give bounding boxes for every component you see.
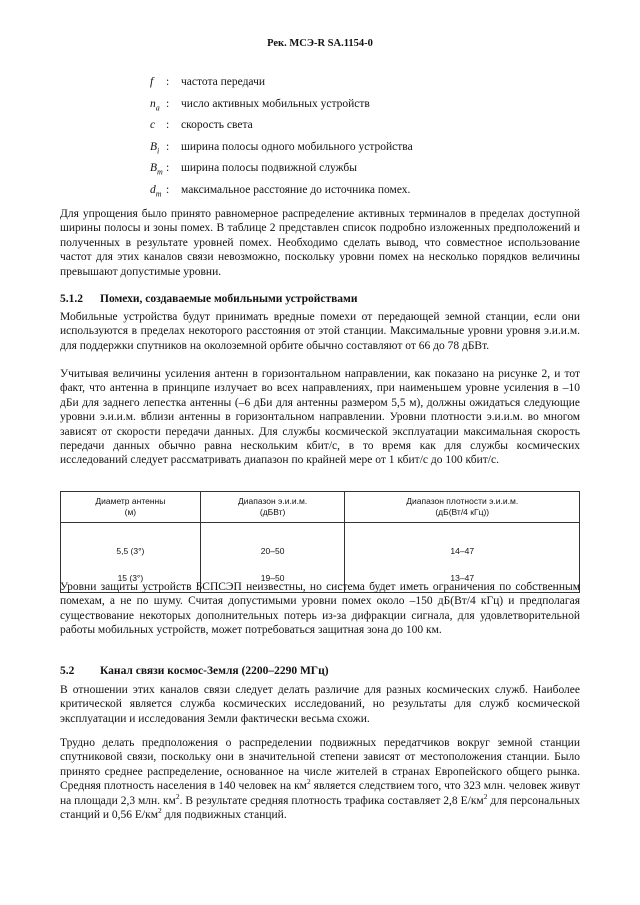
table-cell: 14–47 [345, 523, 580, 565]
definition-colon: : [166, 140, 170, 153]
definition-row [150, 98, 570, 120]
section-heading-5-2 [60, 664, 580, 678]
definition-symbol: $n_a$ [150, 97, 160, 112]
definition-text: число активных мобильных устройств [181, 97, 370, 110]
paragraph-mobile-interference: Мобильные устройства будут принимать вредные помехи от передающей земной станции, если они используются в пределах некоторого расстояния от этой станции. Максимальные уровни уровня э.и.и.м. для поддержки спутников на околоземной орбите обычно составляют от 66 до 78 дБВт. [60, 311, 580, 352]
table-row [61, 523, 580, 565]
definition-row [150, 162, 570, 184]
definition-text: ширина полосы подвижной службы [181, 162, 357, 174]
table-cell: 19–50 [200, 565, 345, 593]
definition-symbol: $B_m$ [150, 162, 163, 177]
eirp-table [60, 491, 580, 593]
table-cell: 5,5 (3°) [61, 523, 201, 565]
paragraph-uniform-distribution: Для упрощения было принято равномерное распределение активных терминалов в пределах доступной ширины полосы и зоны помех. В таблице 2 представлен список подробно изложенных предположений и полученных в результате уровней помех. Необходимо сделать вывод, что совместное использование частот для этих каналов связи невозможно, поскольку уровни помех на несколько порядков величины превышают допустимые уровни. [60, 208, 580, 278]
definition-symbol: $B_i$ [150, 140, 160, 155]
paragraph-population-density: Трудно делать предположения о распределении подвижных передатчиков вокруг земной станции спутниковой связи, поскольку они в значительной степени зависят от местоположения станции. Было принято среднее распределение, основанное на числе жителей в странах Европейского общего рынка. Средняя плотность населения в 140 человек на $км^2$ является следствием того, что 323 млн. человек живут на площади 2,3 млн. $км^2$. В результате средняя плотность трафика составляет 2,8 $Е/км^2$ для персональных станций и 0,56 $Е/км^2$ для подвижных станций. [60, 737, 581, 822]
table-cell: 13–47 [345, 565, 580, 593]
definition-colon: : [166, 119, 170, 131]
definition-text: максимальное расстояние до источника помех. [181, 183, 411, 196]
paragraph-protection-zone: Уровни защиты устройств БСПСЭП неизвестны, но система будет иметь ограничения по собственным помехам, а не по шуму. Считая допустимыми уровни помех около –150 дБ(Вт/4 кГц) и предполагая существование некоторых дополнительных потерь из-за дифракции сигнала, для удовлетворительной работы мобильных устройств, может потребоваться защитная зона до 100 км. [60, 581, 580, 637]
definition-colon: : [166, 97, 170, 110]
definition-symbol: $d_m$ [150, 183, 162, 198]
table-cell: 20–50 [200, 523, 345, 565]
definition-symbol: f [150, 76, 154, 88]
section-title: Помехи, создаваемые мобильными устройствами [100, 293, 358, 305]
section-number: 5.2 [60, 665, 75, 677]
section-heading-5-1-2 [60, 292, 580, 306]
definition-row [150, 119, 570, 141]
definition-text: частота передачи [181, 76, 266, 88]
definition-text: скорость света [181, 119, 253, 131]
definition-colon: : [166, 183, 170, 196]
definition-symbol: c [150, 119, 156, 131]
eirp-table-wrapper [60, 491, 580, 593]
definition-colon: : [166, 162, 170, 174]
definition-row [150, 141, 570, 163]
definition-row [150, 76, 570, 98]
table-header-cell: Диаметр антенны (м) [61, 492, 201, 523]
table-header-cell: Диапазон э.и.и.м. (дБВт) [200, 492, 345, 523]
symbol-definitions [150, 76, 570, 205]
definition-row [150, 184, 570, 206]
section-title: Канал связи космос-Земля (2200–2290 МГц) [100, 665, 329, 677]
section-number: 5.1.2 [60, 293, 83, 305]
table-cell: 15 (3°) [61, 565, 201, 593]
page-header: Рек. МСЭ-R SA.1154-0 [267, 38, 373, 49]
table-header-cell: Диапазон плотности э.и.и.м. (дБ(Вт/4 кГц)) [345, 492, 580, 523]
definition-text: ширина полосы одного мобильного устройства [181, 140, 413, 153]
paragraph-antenna-gain: Учитывая величины усиления антенн в горизонтальном направлении, как показано на рисунке 2, и тот факт, что антенна в принципе излучает во всех направлениях, при наименьшем уровне усиления в –10 дБи для заднего лепестка антенны (–6 дБи для антенны размером 5,5 м), должны ожидаться следующие уровни э.и.и.м. вблизи антенны в горизонтальном направлении. Уровни плотности э.и.и.м. во многом зависят от скорости передачи данных. Для службы космической эксплуатации максимальная скорость передачи данных обычно равна нескольким кбит/с, в то время как для службы космических исследований следует рассматривать диапазон по крайней мере от 1 кбит/с до 100 кбит/с. [60, 368, 580, 467]
table-header-row [61, 492, 580, 523]
definition-colon: : [166, 76, 170, 88]
paragraph-space-services: В отношении этих каналов связи следует делать различие для разных космических служб. Наиболее критической является служба космических исследований, но результаты для служб космической эксплуатации и исследования Земли фактически весьма схожи. [60, 684, 580, 725]
